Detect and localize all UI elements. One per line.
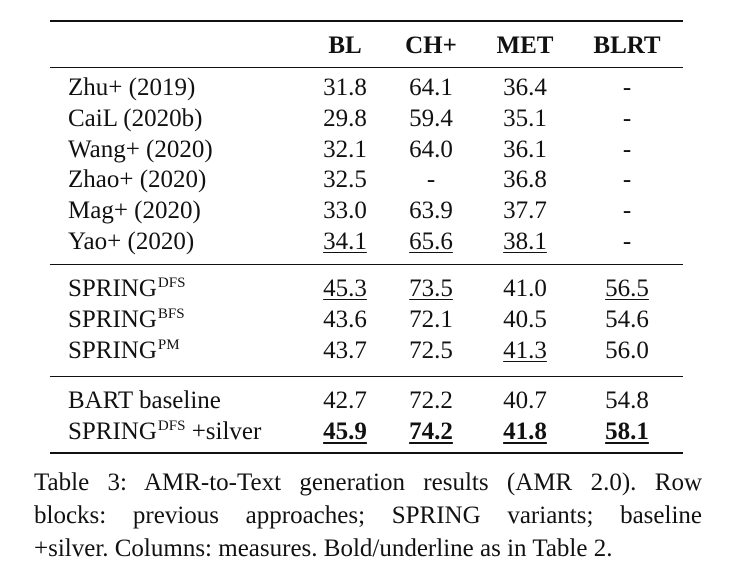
row-label-superscript: DFS xyxy=(157,275,186,291)
block-rule-1 xyxy=(50,264,683,265)
table-cell xyxy=(480,305,570,335)
table-cell xyxy=(300,135,390,165)
table-cell xyxy=(300,336,390,366)
row-label xyxy=(68,274,185,307)
cell-value: - xyxy=(622,104,632,132)
col-header-bl: BL xyxy=(328,32,362,59)
table-cell xyxy=(300,386,390,416)
block-rule-2 xyxy=(50,376,683,377)
cell-value: 33.0 xyxy=(323,197,367,225)
cell-value: 41.0 xyxy=(503,275,547,302)
table-cell xyxy=(582,135,672,165)
table-cell xyxy=(386,386,476,416)
table-cell xyxy=(480,274,570,304)
table-cell xyxy=(480,196,570,226)
cell-value: 31.8 xyxy=(323,74,367,101)
cell-value: 40.7 xyxy=(503,387,547,414)
cell-value: 36.1 xyxy=(503,135,547,163)
table-cell xyxy=(386,417,476,447)
table-cell xyxy=(480,135,570,165)
cell-value: 59.4 xyxy=(409,104,453,132)
cell-value: 37.7 xyxy=(503,197,547,225)
cell-value: 72.2 xyxy=(409,387,453,414)
row-label-text: Mag+ (2020) xyxy=(68,197,201,225)
row-label-text: Zhu+ (2019) xyxy=(68,74,196,101)
cell-value: 73.5 xyxy=(409,275,453,302)
table-cell xyxy=(386,196,476,226)
table-cell xyxy=(480,104,570,134)
table-caption xyxy=(34,466,702,565)
table-cell xyxy=(386,73,476,103)
table-cell xyxy=(300,274,390,304)
caption-line: Table 3: AMR-to-Text generation results (AMR 2.0). Row xyxy=(34,469,702,496)
row-label xyxy=(68,196,201,226)
cell-value: - xyxy=(622,228,632,255)
row-label xyxy=(68,417,261,450)
bottom-rule xyxy=(50,452,683,454)
row-label-text: BART baseline xyxy=(68,387,221,414)
cell-value: 38.1 xyxy=(503,228,547,255)
table-cell xyxy=(582,386,672,416)
table-cell xyxy=(386,165,476,195)
row-label xyxy=(68,386,221,416)
table-cell xyxy=(480,165,570,195)
cell-value: 45.3 xyxy=(323,275,367,302)
cell-value: 41.3 xyxy=(503,336,547,364)
cell-value: 35.1 xyxy=(503,104,547,132)
row-label xyxy=(68,73,195,103)
caption-line: +silver. Columns: measures. Bold/underline as in Table 2. xyxy=(34,535,613,562)
table-cell xyxy=(480,73,570,103)
row-label xyxy=(68,135,213,165)
row-label xyxy=(68,305,185,338)
cell-value: - xyxy=(622,166,632,194)
col-header-blrt: BLRT xyxy=(593,32,661,59)
cell-value: - xyxy=(622,135,632,163)
table-cell xyxy=(300,227,390,257)
row-label-text: CaiL (2020b) xyxy=(68,104,203,132)
header-rule xyxy=(50,67,683,68)
cell-value: 36.4 xyxy=(503,74,547,101)
row-label-text: SPRING xyxy=(68,417,157,445)
col-header-chrf: CH+ xyxy=(405,32,457,59)
row-label-text: Zhao+ (2020) xyxy=(68,166,207,194)
table-cell xyxy=(480,336,570,366)
table-cell xyxy=(386,227,476,257)
table-cell xyxy=(582,165,672,195)
table-cell xyxy=(386,274,476,304)
row-label xyxy=(68,227,194,257)
cell-value: 32.5 xyxy=(323,166,367,194)
row-label-text: SPRING xyxy=(68,275,157,302)
table-cell xyxy=(480,386,570,416)
cell-value: 64.0 xyxy=(409,135,453,163)
cell-value: 45.9 xyxy=(323,417,367,445)
caption-line: blocks: previous approaches; SPRING variants; baseline xyxy=(34,502,702,529)
row-label-suffix: +silver xyxy=(185,417,262,445)
table-cell xyxy=(582,336,672,366)
top-rule xyxy=(50,20,683,22)
table-cell xyxy=(480,417,570,447)
table-cell xyxy=(300,305,390,335)
table-cell xyxy=(386,104,476,134)
cell-value: 56.5 xyxy=(605,275,649,302)
cell-value: 43.6 xyxy=(323,305,367,333)
table-cell xyxy=(582,417,672,447)
cell-value: 29.8 xyxy=(323,104,367,132)
cell-value: 72.5 xyxy=(409,336,453,364)
cell-value: 43.7 xyxy=(323,336,367,364)
row-label xyxy=(68,165,206,195)
table-cell xyxy=(386,305,476,335)
cell-value: 36.8 xyxy=(503,166,547,194)
cell-value: 54.6 xyxy=(605,305,649,333)
cell-value: 32.1 xyxy=(323,135,367,163)
table-cell xyxy=(582,196,672,226)
table-cell xyxy=(582,274,672,304)
cell-value: 56.0 xyxy=(605,336,649,364)
cell-value: - xyxy=(426,166,436,194)
row-label xyxy=(68,104,202,134)
cell-value: 54.8 xyxy=(605,387,649,414)
table-cell xyxy=(582,305,672,335)
table-cell xyxy=(300,73,390,103)
table-cell xyxy=(480,227,570,257)
cell-value: 42.7 xyxy=(323,387,367,414)
row-label-superscript: PM xyxy=(157,336,180,353)
col-header-met: MET xyxy=(496,32,554,59)
cell-value: - xyxy=(622,74,632,101)
table-cell xyxy=(386,336,476,366)
cell-value: 63.9 xyxy=(409,197,453,225)
row-label-superscript: BFS xyxy=(157,305,185,322)
row-label-text: SPRING xyxy=(68,305,157,333)
table-cell xyxy=(300,165,390,195)
cell-value: 58.1 xyxy=(605,417,649,445)
row-label-text: SPRING xyxy=(68,336,157,364)
table-cell xyxy=(386,135,476,165)
table-cell xyxy=(300,417,390,447)
cell-value: 64.1 xyxy=(409,74,453,101)
cell-value: 40.5 xyxy=(503,305,547,333)
row-label-text: Yao+ (2020) xyxy=(68,228,195,255)
table-cell xyxy=(582,227,672,257)
row-label-text: Wang+ (2020) xyxy=(68,135,213,163)
cell-value: 72.1 xyxy=(409,305,453,333)
table-cell xyxy=(582,104,672,134)
cell-value: 74.2 xyxy=(409,417,453,445)
row-label xyxy=(68,336,180,369)
cell-value: 34.1 xyxy=(323,228,367,255)
cell-value: - xyxy=(622,197,632,225)
row-label-superscript: DFS xyxy=(157,417,186,434)
cell-value: 65.6 xyxy=(409,228,453,255)
table-cell xyxy=(582,73,672,103)
cell-value: 41.8 xyxy=(503,417,547,445)
table-cell xyxy=(300,104,390,134)
table-cell xyxy=(300,196,390,226)
